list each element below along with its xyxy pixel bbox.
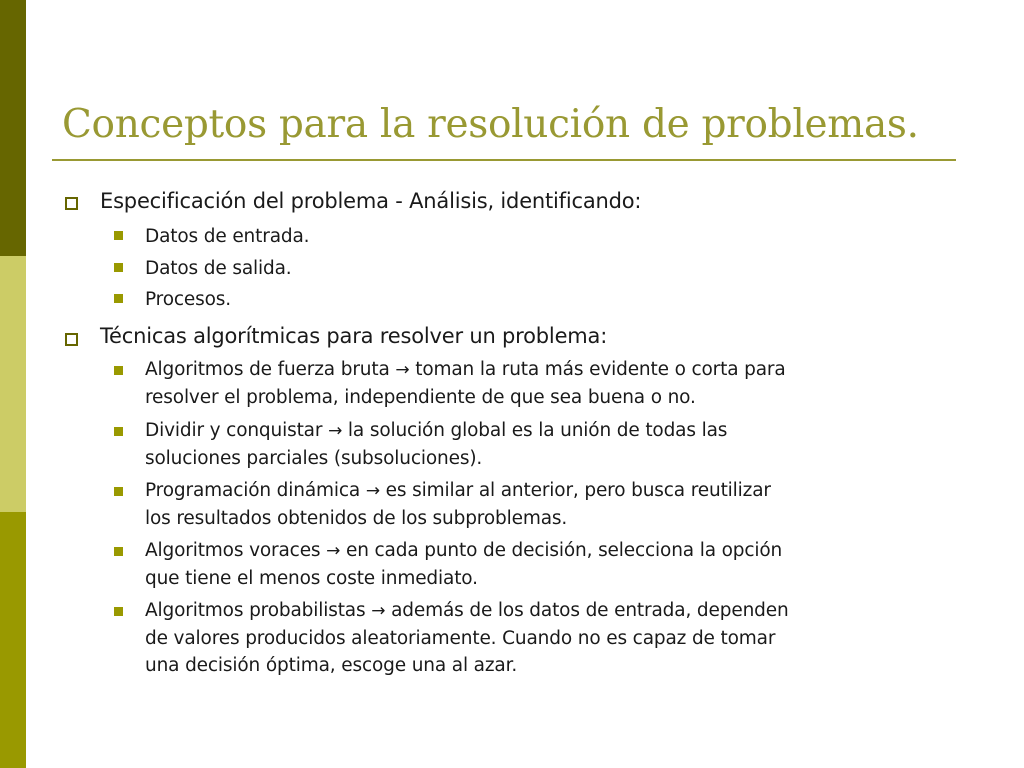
sub-bullet-item [145,477,960,532]
square-bullet-icon [114,487,123,496]
technique-description: además de los datos de entrada, dependen [385,600,789,621]
technique-description: que tiene el menos coste inmediato. [145,568,478,589]
technique-description: de valores producidos aleatoriamente. Cuando no es capaz de tomar [145,628,776,649]
bullet-item: Técnicas algorítmicas para resolver un problema: [100,324,608,348]
title-underline [52,159,956,161]
square-bullet-icon [114,427,123,436]
arrow-right-icon: → [326,541,341,561]
sub-bullet-item: Datos de entrada. [145,226,310,247]
sub-bullet-item [145,537,960,592]
technique-description: soluciones parciales (subsoluciones). [145,448,483,469]
technique-term: Programación dinámica [145,480,361,501]
sidebar-segment-light [0,256,26,512]
square-bullet-icon [114,231,123,240]
sidebar-segment-mid [0,512,26,768]
sub-bullet-item [145,417,960,472]
technique-description: es similar al anterior, pero busca reutilizar [379,480,771,501]
arrow-right-icon: → [328,421,343,441]
technique-term: Algoritmos de fuerza bruta [145,359,390,380]
technique-description: toman la ruta más evidente o corta para [409,359,786,380]
technique-term: Algoritmos probabilistas [145,600,366,621]
square-bullet-icon [114,607,123,616]
hollow-square-bullet-icon [65,197,78,210]
bullet-item: Especificación del problema - Análisis, identificando: [100,189,642,213]
slide-sidebar [0,0,26,768]
technique-description: la solución global es la unión de todas las [342,420,728,441]
sub-bullet-item: Datos de salida. [145,258,292,279]
arrow-right-icon: → [395,360,410,380]
technique-description: resolver el problema, independiente de que sea buena o no. [145,387,696,408]
square-bullet-icon [114,294,123,303]
technique-description: los resultados obtenidos de los subproblemas. [145,508,568,529]
sub-bullet-item: Procesos. [145,289,232,310]
hollow-square-bullet-icon [65,333,78,346]
square-bullet-icon [114,547,123,556]
sidebar-segment-dark [0,0,26,256]
square-bullet-icon [114,366,123,375]
technique-description: en cada punto de decisión, selecciona la opción [340,540,783,561]
sub-bullet-item [145,597,960,679]
sub-bullet-item [145,356,960,411]
arrow-right-icon: → [365,481,380,501]
technique-term: Dividir y conquistar [145,420,323,441]
slide-title: Conceptos para la resolución de problemas. [62,102,919,147]
technique-term: Algoritmos voraces [145,540,321,561]
arrow-right-icon: → [371,601,386,621]
technique-description: una decisión óptima, escoge una al azar. [145,655,518,676]
square-bullet-icon [114,263,123,272]
